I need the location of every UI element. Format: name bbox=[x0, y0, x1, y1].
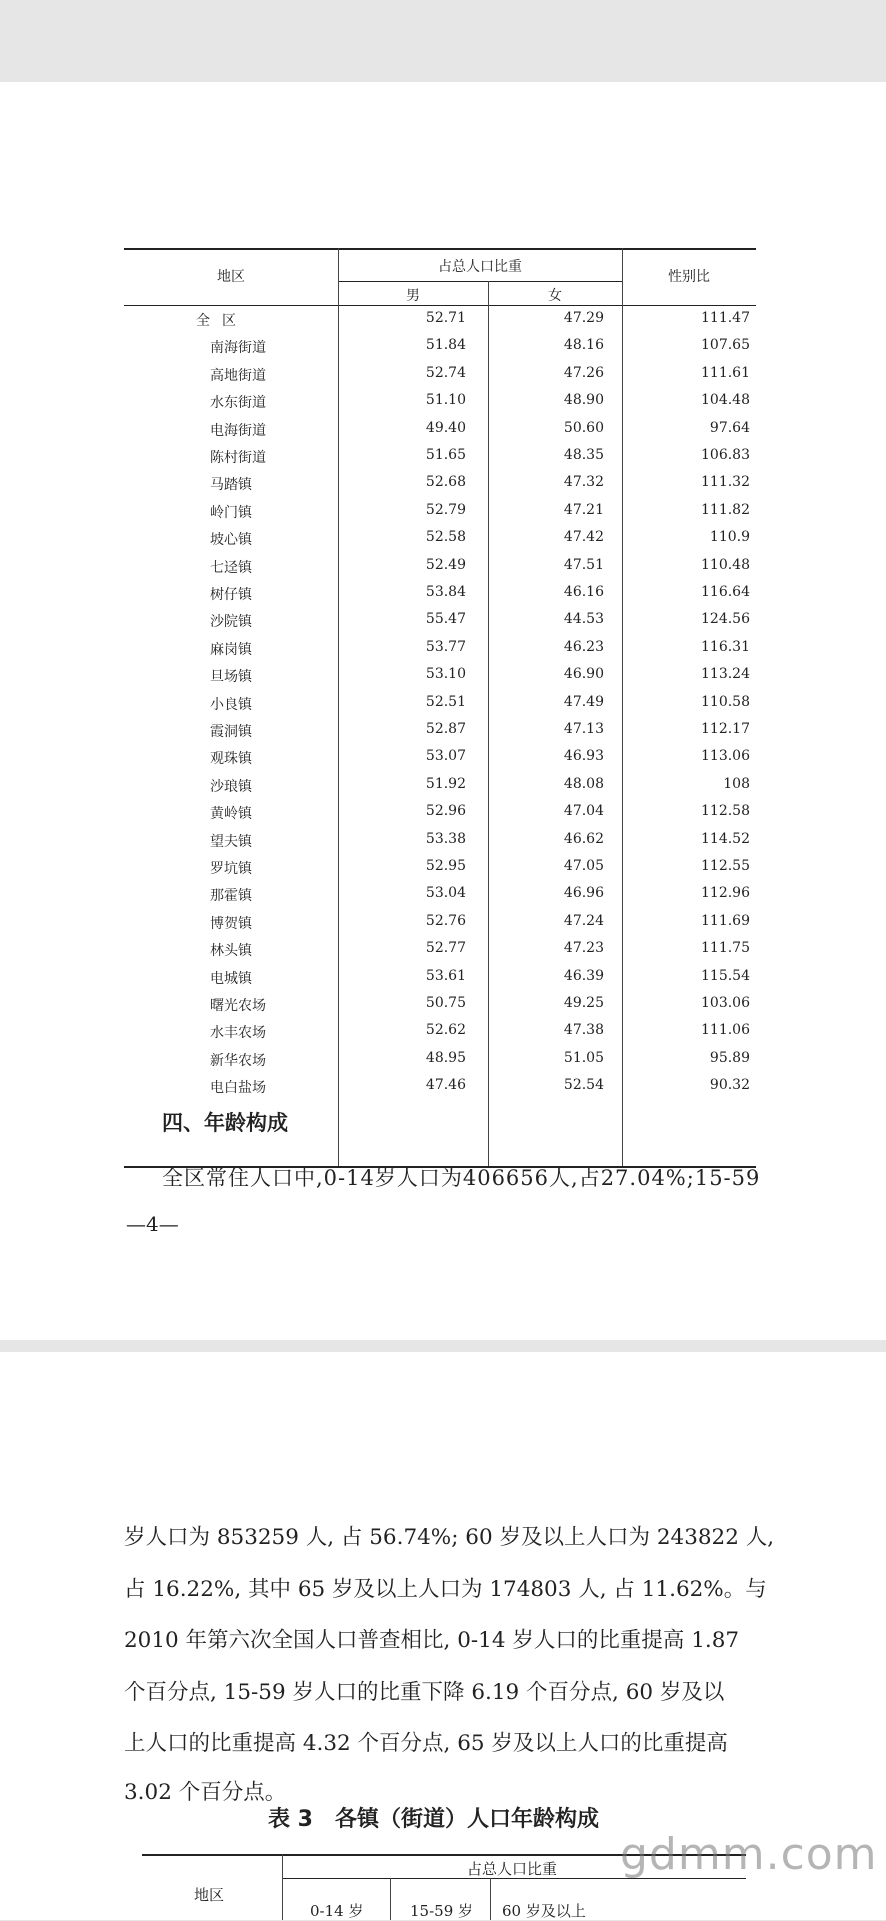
table-row bbox=[124, 470, 756, 497]
female-share-cell: 47.42 bbox=[563, 529, 604, 546]
male-share-cell: 51.10 bbox=[425, 392, 466, 409]
table-row bbox=[124, 744, 756, 771]
female-share-cell: 47.21 bbox=[563, 501, 604, 518]
sex-ratio-cell: 110.48 bbox=[701, 556, 750, 573]
female-share-cell: 47.38 bbox=[563, 1022, 604, 1039]
sex-ratio-cell: 103.06 bbox=[701, 995, 750, 1011]
table-row bbox=[124, 361, 756, 388]
male-share-cell: 49.40 bbox=[425, 419, 466, 436]
region-cell: 水东街道 bbox=[210, 395, 266, 412]
table-col-divider bbox=[282, 1854, 283, 1920]
header-sex-ratio: 性别比 bbox=[668, 269, 710, 285]
table-row bbox=[124, 799, 756, 826]
region-cell: 沙琅镇 bbox=[210, 778, 252, 795]
male-share-cell: 52.79 bbox=[425, 501, 466, 518]
table-row bbox=[124, 525, 756, 552]
region-cell: 电海街道 bbox=[210, 422, 266, 439]
female-share-cell: 48.35 bbox=[563, 447, 604, 463]
female-share-cell: 48.16 bbox=[563, 337, 604, 354]
sex-ratio-cell: 108 bbox=[723, 775, 750, 792]
male-share-cell: 52.49 bbox=[425, 556, 466, 573]
document-page-5 bbox=[0, 1352, 886, 1920]
site-watermark: gdmm.com bbox=[620, 1829, 878, 1880]
sex-ratio-cell: 112.58 bbox=[701, 803, 750, 820]
table-row bbox=[124, 772, 756, 799]
male-share-cell: 47.46 bbox=[425, 1077, 466, 1094]
female-share-cell: 46.16 bbox=[563, 584, 604, 600]
male-share-cell: 53.07 bbox=[425, 748, 466, 765]
table-row bbox=[124, 662, 756, 689]
sex-ratio-cell: 111.32 bbox=[701, 474, 750, 491]
male-share-cell: 52.62 bbox=[425, 1022, 466, 1039]
header-share-group: 占总人口比重 bbox=[438, 259, 522, 275]
female-share-cell: 47.05 bbox=[563, 858, 604, 874]
region-cell: 树仔镇 bbox=[210, 587, 252, 603]
table-top-rule bbox=[124, 248, 756, 250]
male-share-cell: 52.71 bbox=[425, 310, 466, 326]
region-cell: 水丰农场 bbox=[210, 1025, 266, 1042]
male-share-cell: 51.84 bbox=[425, 337, 466, 354]
female-share-cell: 49.25 bbox=[563, 995, 604, 1011]
table-row bbox=[124, 717, 756, 744]
header-share-group: 占总人口比重 bbox=[467, 1860, 558, 1878]
sex-ratio-cell: 113.24 bbox=[701, 666, 750, 683]
header-male: 男 bbox=[406, 288, 420, 304]
header-region: 地区 bbox=[217, 269, 245, 285]
region-cell: 七迳镇 bbox=[210, 559, 252, 576]
sex-ratio-cell: 112.55 bbox=[701, 858, 750, 874]
sex-ratio-cell: 111.47 bbox=[701, 310, 750, 326]
sex-ratio-cell: 124.56 bbox=[701, 611, 750, 628]
table-row bbox=[124, 1018, 756, 1045]
male-share-cell: 53.77 bbox=[425, 638, 466, 655]
sex-ratio-cell: 106.83 bbox=[701, 447, 750, 463]
male-share-cell: 53.04 bbox=[425, 885, 466, 902]
header-age-60-plus: 60 岁及以上 bbox=[502, 1902, 586, 1920]
female-share-cell: 47.29 bbox=[563, 310, 604, 326]
sex-ratio-cell: 111.82 bbox=[701, 501, 750, 518]
female-share-cell: 48.90 bbox=[563, 392, 604, 409]
table-row bbox=[124, 498, 756, 525]
header-age-0-14: 0-14 岁 bbox=[310, 1902, 364, 1920]
table-col-divider bbox=[390, 1878, 391, 1920]
table-row bbox=[124, 607, 756, 634]
male-share-cell: 52.96 bbox=[425, 803, 466, 820]
sex-ratio-cell: 97.64 bbox=[709, 419, 750, 436]
female-share-cell: 47.24 bbox=[563, 912, 604, 929]
region-cell: 新华农场 bbox=[210, 1052, 266, 1069]
table-row bbox=[124, 635, 756, 662]
region-cell: 旦场镇 bbox=[210, 669, 252, 686]
body-line: 岁人口为 853259 人, 占 56.74%; 60 岁及以上人口为 243822 人, bbox=[124, 1525, 775, 1550]
male-share-cell: 52.76 bbox=[425, 912, 466, 929]
region-cell: 电城镇 bbox=[210, 970, 252, 987]
region-cell: 博贺镇 bbox=[210, 915, 252, 932]
header-age-15-59: 15-59 岁 bbox=[410, 1902, 474, 1920]
table-row bbox=[124, 1046, 756, 1073]
table3-title: 表 3 各镇（街道）人口年龄构成 bbox=[268, 1807, 599, 1832]
table-row bbox=[124, 333, 756, 360]
male-share-cell: 51.92 bbox=[425, 775, 466, 792]
male-share-cell: 52.87 bbox=[425, 721, 466, 737]
sex-ratio-cell: 116.64 bbox=[701, 584, 750, 600]
table-row bbox=[124, 443, 756, 470]
female-share-cell: 46.96 bbox=[563, 885, 604, 902]
female-share-cell: 47.26 bbox=[563, 364, 604, 381]
table-row bbox=[124, 1073, 756, 1100]
female-share-cell: 44.53 bbox=[563, 611, 604, 628]
sex-ratio-cell: 90.32 bbox=[709, 1077, 750, 1094]
sex-ratio-cell: 110.58 bbox=[701, 693, 750, 710]
region-cell: 麻岗镇 bbox=[210, 641, 252, 658]
table-row bbox=[124, 690, 756, 717]
male-share-cell: 53.10 bbox=[425, 666, 466, 683]
table-row bbox=[124, 909, 756, 936]
female-share-cell: 47.49 bbox=[563, 693, 604, 710]
region-cell: 那霍镇 bbox=[210, 888, 252, 905]
male-share-cell: 52.95 bbox=[425, 858, 466, 874]
female-share-cell: 47.13 bbox=[563, 721, 604, 737]
body-line: 3.02 个百分点。 bbox=[124, 1780, 287, 1805]
female-share-cell: 46.62 bbox=[563, 830, 604, 847]
region-cell: 坡心镇 bbox=[210, 532, 252, 549]
female-share-cell: 47.32 bbox=[563, 474, 604, 491]
male-share-cell: 55.47 bbox=[425, 611, 466, 628]
table-row bbox=[124, 964, 756, 991]
region-cell: 林头镇 bbox=[210, 943, 252, 960]
female-share-cell: 46.23 bbox=[563, 638, 604, 655]
table-row bbox=[124, 991, 756, 1018]
table-col-divider bbox=[490, 1878, 491, 1920]
region-cell: 望夫镇 bbox=[210, 833, 252, 850]
male-share-cell: 48.95 bbox=[425, 1049, 466, 1066]
table-row bbox=[124, 553, 756, 580]
sex-ratio-cell: 115.54 bbox=[701, 967, 750, 984]
sex-ratio-cell: 114.52 bbox=[701, 830, 750, 847]
female-share-cell: 50.60 bbox=[563, 419, 604, 436]
region-cell: 岭门镇 bbox=[210, 504, 252, 521]
table-row bbox=[124, 936, 756, 963]
sex-ratio-cell: 107.65 bbox=[701, 337, 750, 354]
sex-ratio-cell: 111.69 bbox=[701, 912, 750, 929]
body-line: 占 16.22%, 其中 65 岁及以上人口为 174803 人, 占 11.62%。与 bbox=[124, 1577, 767, 1602]
sex-ratio-cell: 116.31 bbox=[701, 638, 750, 655]
table-subheader-rule bbox=[338, 281, 622, 282]
male-share-cell: 53.38 bbox=[425, 830, 466, 847]
female-share-cell: 46.93 bbox=[563, 748, 604, 765]
table-row bbox=[124, 388, 756, 415]
region-cell: 观珠镇 bbox=[210, 751, 252, 768]
female-share-cell: 51.05 bbox=[563, 1049, 604, 1066]
body-line: 2010 年第六次全国人口普查相比, 0-14 岁人口的比重提高 1.87 bbox=[124, 1628, 740, 1653]
document-page-4 bbox=[0, 82, 886, 1340]
sex-ratio-cell: 111.75 bbox=[701, 940, 750, 957]
sex-ratio-cell: 113.06 bbox=[701, 748, 750, 765]
male-share-cell: 52.51 bbox=[425, 693, 466, 710]
region-cell: 南海街道 bbox=[210, 340, 266, 357]
female-share-cell: 46.90 bbox=[563, 666, 604, 683]
page-number: —4— bbox=[126, 1212, 179, 1236]
male-share-cell: 52.68 bbox=[425, 474, 466, 491]
sex-ratio-cell: 111.61 bbox=[701, 364, 750, 381]
body-line: 个百分点, 15-59 岁人口的比重下降 6.19 个百分点, 60 岁及以 bbox=[124, 1680, 725, 1705]
sex-ratio-cell: 112.96 bbox=[701, 885, 750, 902]
region-cell: 全区 bbox=[196, 313, 248, 329]
male-share-cell: 50.75 bbox=[425, 995, 466, 1011]
sex-ratio-cell: 112.17 bbox=[701, 721, 750, 737]
male-share-cell: 51.65 bbox=[425, 447, 466, 463]
table-row bbox=[124, 827, 756, 854]
region-cell: 霞洞镇 bbox=[210, 724, 252, 740]
table-row bbox=[124, 854, 756, 881]
male-share-cell: 52.74 bbox=[425, 364, 466, 381]
female-share-cell: 47.23 bbox=[563, 940, 604, 957]
table-row bbox=[124, 416, 756, 443]
male-share-cell: 53.84 bbox=[425, 584, 466, 600]
region-cell: 小良镇 bbox=[210, 696, 252, 713]
section-title: 四、年龄构成 bbox=[162, 1111, 288, 1135]
region-cell: 高地街道 bbox=[210, 367, 266, 384]
body-paragraph: 全区常住人口中,0-14岁人口为406656人,占27.04%;15-59 bbox=[162, 1166, 761, 1190]
female-share-cell: 46.39 bbox=[563, 967, 604, 984]
male-share-cell: 52.58 bbox=[425, 529, 466, 546]
sex-ratio-cell: 111.06 bbox=[701, 1022, 750, 1039]
sex-ratio-cell: 95.89 bbox=[709, 1049, 750, 1066]
female-share-cell: 48.08 bbox=[563, 775, 604, 792]
region-cell: 马踏镇 bbox=[210, 477, 252, 494]
sex-ratio-cell: 110.9 bbox=[709, 529, 750, 546]
table-row bbox=[124, 881, 756, 908]
header-female: 女 bbox=[548, 288, 562, 304]
region-cell: 沙院镇 bbox=[210, 614, 252, 631]
region-cell: 曙光农场 bbox=[210, 998, 266, 1014]
female-share-cell: 47.51 bbox=[563, 556, 604, 573]
header-region: 地区 bbox=[194, 1886, 225, 1904]
female-share-cell: 52.54 bbox=[563, 1077, 604, 1094]
female-share-cell: 47.04 bbox=[563, 803, 604, 820]
table-row bbox=[124, 580, 756, 607]
region-cell: 罗坑镇 bbox=[210, 861, 252, 877]
table-row bbox=[124, 306, 756, 333]
sex-ratio-cell: 104.48 bbox=[701, 392, 750, 409]
body-line: 上人口的比重提高 4.32 个百分点, 65 岁及以上人口的比重提高 bbox=[124, 1731, 728, 1756]
male-share-cell: 53.61 bbox=[425, 967, 466, 984]
region-cell: 陈村街道 bbox=[210, 450, 266, 466]
region-cell: 电白盐场 bbox=[210, 1080, 266, 1097]
region-cell: 黄岭镇 bbox=[210, 806, 252, 823]
male-share-cell: 52.77 bbox=[425, 940, 466, 957]
